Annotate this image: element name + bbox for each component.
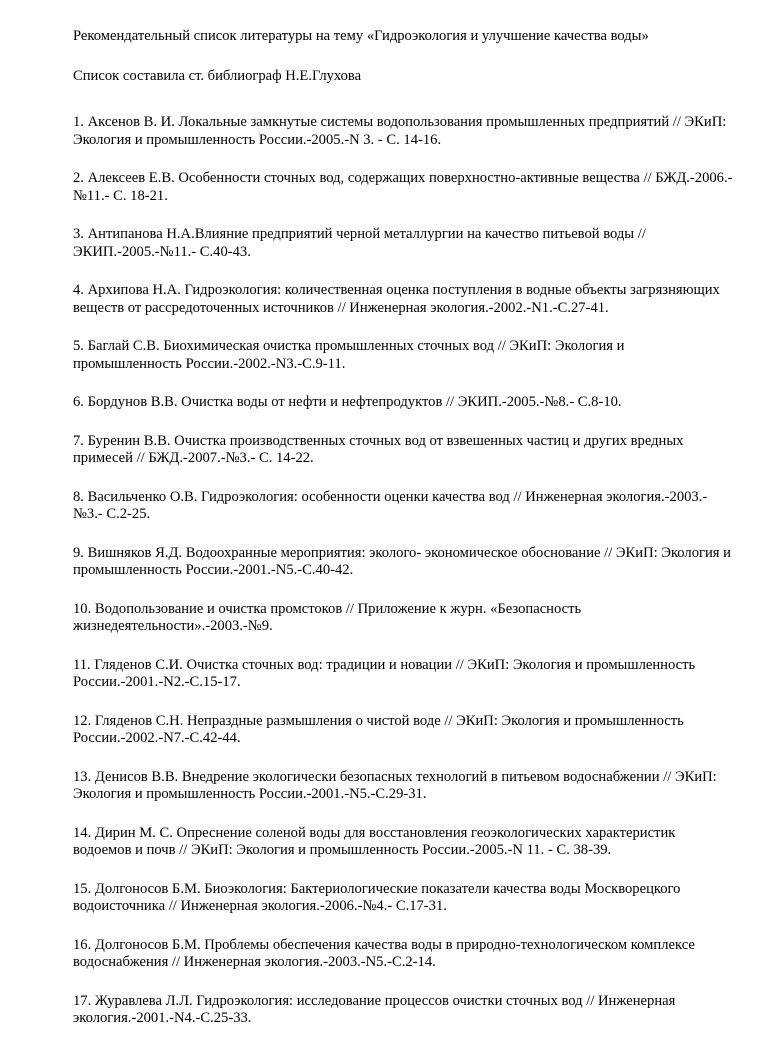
bibliography-entry-4: 4. Архипова Н.А. Гидроэкология: количественная оценка поступления в водные объекты загрязняющих веществ от рассредоточенных источников // Инженерная экология.-2002.-N1.-С.27-41. [73, 282, 720, 316]
bibliography-entry-6: 6. Бордунов В.В. Очистка воды от нефти и нефтепродуктов // ЭКИП.-2005.-№8.- С.8-10. [73, 394, 622, 410]
bibliography-entry-13: 13. Денисов В.В. Внедрение экологически безопасных технологий в питьевом водоснабжении // ЭКиП: Экология и промышленность России.-2001.-N5.-С.29-31. [73, 768, 717, 802]
bibliography-entry-12: 12. Гляденов С.Н. Непраздные размышления о чистой воде // ЭКиП: Экология и промышленность России.-2002.-N7.-С.42-44. [73, 712, 684, 746]
bibliography-entry-5: 5. Баглай С.В. Биохимическая очистка промышленных сточных вод // ЭКиП: Экология и промышленность России.-2002.-N3.-С.9-11. [73, 338, 625, 372]
compiler-line: Список составила ст. библиограф Н.Е.Глухова [73, 67, 362, 84]
bibliography-entry-17: 17. Журавлева Л.Л. Гидроэкология: исследование процессов очистки сточных вод // Инженерная экология.-2001.-N4.-С.25-33. [73, 992, 676, 1026]
bibliography-entry-16: 16. Долгоносов Б.М. Проблемы обеспечения качества воды в природно-технологическом комплексе водоснабжения // Инженерная экология.-2003.-N5.-С.2-14. [73, 936, 695, 970]
bibliography-entry-9: 9. Вишняков Я.Д. Водоохранные мероприятия: эколого- экономическое обоснование // ЭКиП: Экология и промышленность России.-2001.-N5.-С.40-42. [73, 544, 731, 578]
bibliography-entry-8: 8. Васильченко О.В. Гидроэкология: особенности оценки качества вод // Инженерная экология.-2003.-№3.- С.2-25. [73, 488, 708, 522]
bibliography-entry-3: 3. Антипанова Н.А.Влияние предприятий черной металлургии на качество питьевой воды // ЭКИП.-2005.-№11.- С.40-43. [73, 226, 646, 260]
bibliography-entry-11: 11. Гляденов С.И. Очистка сточных вод: традиции и новации // ЭКиП: Экология и промышленность России.-2001.-N2.-С.15-17. [73, 656, 696, 690]
bibliography-entry-2: 2. Алексеев Е.В. Особенности сточных вод, содержащих поверхностно-активные вещества // БЖД.-2006.-№11.- С. 18-21. [73, 170, 733, 204]
bibliography-entry-7: 7. Буренин В.В. Очистка производственных сточных вод от взвешенных частиц и других вредных примесей // БЖД.-2007.-№3.- С. 14-22. [73, 432, 684, 466]
bibliography-entry-10: 10. Водопользование и очистка промстоков // Приложение к журн. «Безопасность жизнедеятельности».-2003.-№9. [73, 600, 582, 634]
document-page [73, 28, 733, 1049]
bibliography-entry-14: 14. Дирин М. С. Опреснение соленой воды для восстановления геоэкологических характеристик водоемов и почв // ЭКиП: Экология и промышленность России.-2005.-N 11. - С. 38-39. [73, 824, 676, 858]
bibliography-entry-15: 15. Долгоносов Б.М. Биоэкология: Бактериологические показатели качества воды Москворецкого водоисточника // Инженерная экология.-2006.-№4.- С.17-31. [73, 880, 681, 914]
bibliography-entry-1: 1. Аксенов В. И. Локальные замкнутые системы водопользования промышленных предприятий // ЭКиП: Экология и промышленность России.-2005.-N 3. - С. 14-16. [73, 114, 727, 148]
document-title: Рекомендательный список литературы на тему «Гидроэкология и улучшение качества воды» [73, 28, 649, 44]
